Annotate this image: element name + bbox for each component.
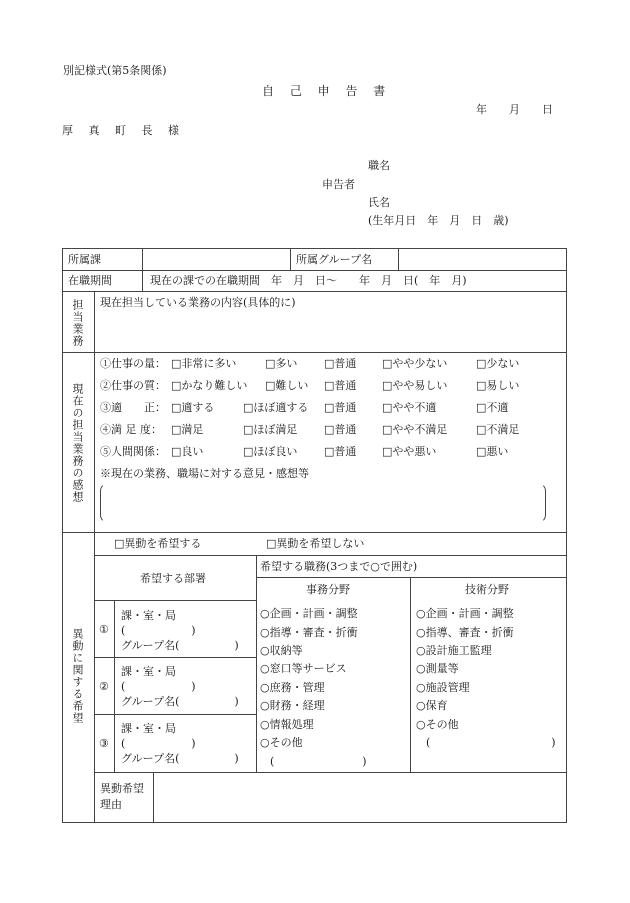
transfer-no-checkbox[interactable]: □異動を希望しない — [266, 537, 365, 550]
addressee: 厚 真 町 長 様 — [62, 124, 185, 137]
checkbox-option[interactable]: □不適 — [476, 401, 509, 414]
checkbox-option[interactable]: □普通 — [324, 401, 357, 414]
declarant-label: 申告者 — [322, 178, 355, 191]
checkbox-option[interactable]: □多い — [265, 357, 298, 370]
checkbox-option[interactable]: □やや悪い — [382, 445, 437, 458]
name-label: 氏名 — [368, 196, 390, 209]
choice-2-department[interactable]: 課・室・局 — [121, 665, 176, 678]
checkbox-option[interactable]: □ほぼ良い — [243, 445, 298, 458]
desired-dept-header: 希望する部署 — [140, 572, 206, 585]
tech-job-option[interactable]: ○その他 — [416, 718, 459, 731]
checkbox-option[interactable]: □満足 — [171, 423, 204, 436]
tech-job-option[interactable]: ○保育 — [416, 699, 448, 712]
checkbox-option[interactable]: □かなり難しい — [171, 379, 248, 392]
reason-label-2: 理由 — [100, 798, 122, 811]
office-job-option[interactable]: ○窓口等サービス — [260, 662, 347, 675]
checkbox-option[interactable]: □良い — [171, 445, 204, 458]
tenure-field[interactable]: 現在の課での在職期間 年 月 日～ 年 月 日( 年 月) — [150, 274, 467, 287]
office-job-option[interactable]: ○その他 — [260, 736, 303, 749]
form-reference: 別記様式(第5条関係) — [63, 64, 167, 77]
tech-field-header: 技術分野 — [465, 583, 509, 596]
office-job-option[interactable]: ○財務・経理 — [260, 699, 325, 712]
group-label: 所属グループ名 — [296, 253, 373, 266]
checkbox-option[interactable]: □やや不適 — [382, 401, 437, 414]
checkbox-option[interactable]: □非常に多い — [171, 357, 237, 370]
checkbox-option[interactable]: □適する — [171, 401, 215, 414]
office-job-option[interactable]: ○指導・審査・折衝 — [260, 626, 358, 639]
checkbox-option[interactable]: □悪い — [476, 445, 509, 458]
office-job-other-field[interactable]: ( ) — [270, 755, 367, 768]
opinion-field[interactable] — [100, 483, 546, 523]
impression-label-aptitude: ③適 正： — [100, 401, 166, 414]
impressions-side-label: 現在の担当業務の感想 — [71, 383, 84, 503]
tech-job-option[interactable]: ○施設管理 — [416, 681, 470, 694]
group-field[interactable] — [399, 249, 565, 269]
office-field-header: 事務分野 — [306, 583, 350, 596]
choice-3-department-field[interactable]: ( ) — [121, 737, 196, 750]
choice-1-department[interactable]: 課・室・局 — [121, 609, 176, 622]
impression-label-satisfaction: ④満 足 度： — [100, 423, 162, 436]
impression-label-relations: ⑤人間関係： — [100, 445, 166, 458]
checkbox-option[interactable]: □普通 — [324, 357, 357, 370]
office-job-option[interactable]: ○企画・計画・調整 — [260, 607, 358, 620]
checkbox-option[interactable]: □不満足 — [476, 423, 520, 436]
checkbox-option[interactable]: □ほぼ満足 — [243, 423, 298, 436]
checkbox-option[interactable]: □普通 — [324, 423, 357, 436]
office-job-option[interactable]: ○庶務・管理 — [260, 681, 325, 694]
tech-job-option[interactable]: ○設計施工監理 — [416, 644, 492, 657]
document-title: 自 己 申 告 書 — [262, 84, 392, 98]
office-job-option[interactable]: ○情報処理 — [260, 718, 314, 731]
reason-label: 異動希望 — [100, 782, 144, 795]
choice-2-group-field[interactable]: グループ名( ) — [121, 695, 239, 708]
department-field[interactable] — [143, 249, 289, 269]
office-job-option[interactable]: ○収納等 — [260, 644, 303, 657]
checkbox-option[interactable]: □易しい — [476, 379, 520, 392]
birth-date-line[interactable]: (生年月日 年 月 日 歳) — [368, 214, 509, 227]
checkbox-option[interactable]: □少ない — [476, 357, 520, 370]
position-label: 職名 — [368, 159, 390, 172]
tech-job-option[interactable]: ○指導、審査・折衝 — [416, 626, 514, 639]
duties-side-label: 担当業務 — [71, 299, 84, 347]
checkbox-option[interactable]: □やや少ない — [382, 357, 448, 370]
transfer-yes-checkbox[interactable]: □異動を希望する — [114, 537, 202, 550]
tech-job-option[interactable]: ○測量等 — [416, 662, 459, 675]
impression-label-volume: ①仕事の量： — [100, 357, 166, 370]
checkbox-option[interactable]: □普通 — [324, 379, 357, 392]
duties-field[interactable] — [96, 312, 564, 350]
choice-1-number: ① — [99, 623, 109, 636]
choice-2-number: ② — [99, 680, 109, 693]
checkbox-option[interactable]: □難しい — [265, 379, 309, 392]
reason-field[interactable] — [154, 773, 565, 821]
choice-3-number: ③ — [99, 737, 109, 750]
checkbox-option[interactable]: □普通 — [324, 445, 357, 458]
checkbox-option[interactable]: □やや易しい — [382, 379, 448, 392]
checkbox-option[interactable]: □ほぼ適する — [243, 401, 309, 414]
choice-2-department-field[interactable]: ( ) — [121, 680, 196, 693]
duties-prompt: 現在担当している業務の内容(具体的に) — [100, 296, 296, 309]
date-line[interactable]: 年 月 日 — [476, 103, 553, 116]
tenure-label: 在職期間 — [68, 274, 112, 287]
department-label: 所属課 — [68, 253, 101, 266]
choice-1-department-field[interactable]: ( ) — [121, 624, 196, 637]
tech-job-option[interactable]: ○企画・計画・調整 — [416, 607, 514, 620]
desired-job-header: 希望する職務(3つまで○で囲む) — [260, 560, 418, 573]
transfer-side-label: 異動に関する希望 — [71, 628, 84, 724]
choice-3-department[interactable]: 課・室・局 — [121, 722, 176, 735]
impression-label-quality: ②仕事の質： — [100, 379, 166, 392]
choice-3-group-field[interactable]: グループ名( ) — [121, 752, 239, 765]
checkbox-option[interactable]: □やや不満足 — [382, 423, 448, 436]
tech-job-other-field[interactable]: ( ) — [426, 736, 556, 749]
opinion-prompt: ※現在の業務、職場に対する意見・感想等 — [100, 467, 309, 480]
choice-1-group-field[interactable]: グループ名( ) — [121, 639, 239, 652]
